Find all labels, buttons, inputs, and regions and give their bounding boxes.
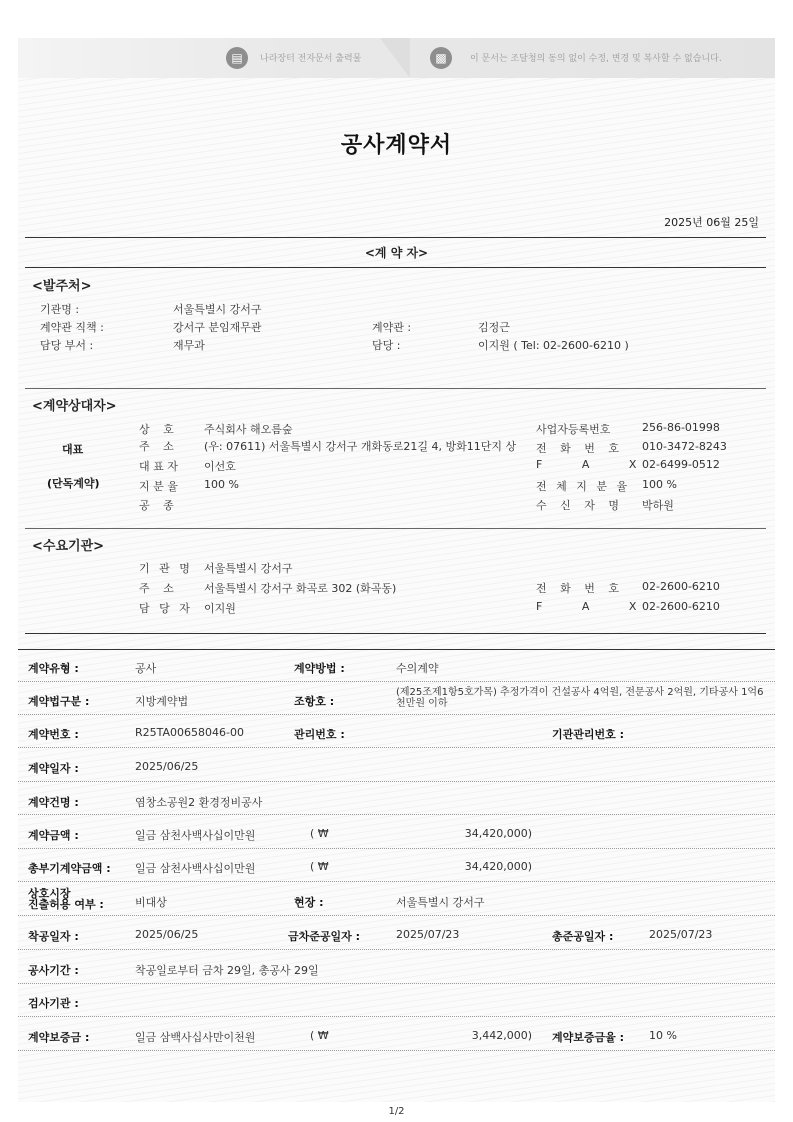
company-value: 주식회사 해오름숲 (204, 423, 293, 436)
divider (18, 949, 775, 950)
contract-name-value: 염창소공원2 환경정비공사 (135, 796, 263, 809)
amount-open: ( ₩ (310, 827, 329, 840)
bizno-value: 256-86-01998 (642, 421, 720, 434)
divider (25, 237, 766, 238)
dept-value: 재무과 (173, 339, 205, 352)
deposit-words: 일금 삼백사십사만이천원 (135, 1031, 256, 1044)
share-value: 100 % (204, 478, 239, 491)
amount-label: 계약금액 : (28, 829, 79, 842)
officer-value: 김정근 (478, 321, 510, 334)
divider (25, 633, 766, 634)
contract-date-label: 계약일자 : (28, 762, 79, 775)
demand-fax-value: 02-2600-6210 (642, 600, 720, 613)
share-label: 지 분 율 (139, 480, 178, 493)
deposit-rate-label: 계약보증금율 : (552, 1031, 624, 1044)
orderer-org-value: 서울특별시 강서구 (173, 303, 262, 316)
company-label: 상 호 (139, 423, 179, 436)
recipient-value: 박하원 (642, 499, 674, 512)
officer-title-value: 강서구 분임재무관 (173, 321, 262, 334)
orderer-section-title: <발주처> (32, 279, 92, 294)
final-completion-value: 2025/07/23 (649, 928, 713, 941)
deposit-rate-value: 10 % (649, 1029, 677, 1042)
clause-label: 조항호 : (294, 695, 335, 708)
divider (18, 1050, 775, 1051)
fax-value: 02-6499-0512 (642, 458, 720, 471)
contract-type-value: 공사 (135, 662, 157, 675)
vat-amount-open: ( ₩ (310, 860, 329, 873)
ceo-value: 이선호 (204, 460, 236, 473)
demand-manager-value: 이지원 (204, 602, 236, 615)
divider (18, 714, 775, 715)
print-banner (18, 38, 775, 78)
divider (18, 915, 775, 916)
recipient-label: 수 신 자 명 (536, 499, 624, 512)
org-mgmt-no-label: 기관관리번호 : (552, 728, 624, 741)
address-label: 주 소 (139, 440, 179, 453)
vat-amount-words: 일금 삼천사백사십이만원 (135, 862, 256, 875)
deposit-number: 3,442,000) (471, 1029, 532, 1042)
document-icon: ▤ (226, 47, 248, 69)
total-share-value: 100 % (642, 478, 677, 491)
party-header: <계 약 자> (364, 246, 429, 260)
period-label: 공사기간 : (28, 964, 79, 977)
manager-label: 담당 : (372, 339, 401, 352)
orderer-org-label: 기관명 : (40, 303, 80, 316)
officer-label: 계약관 : (372, 321, 412, 334)
market-label-line1: 상호시장 (28, 887, 71, 900)
phone-label: 전 화 번 호 (536, 442, 624, 455)
printer-icon: ▩ (430, 47, 452, 69)
contract-type-label: 계약유형 : (28, 662, 79, 675)
divider (18, 983, 775, 984)
site-value: 서울특별시 강서구 (396, 896, 485, 909)
contract-name-label: 계약건명 : (28, 796, 79, 809)
demand-address-label: 주 소 (139, 582, 179, 595)
amount-words: 일금 삼천사백사십이만원 (135, 829, 256, 842)
fax-label: F A X (536, 458, 655, 471)
divider (18, 814, 775, 815)
divider (18, 681, 775, 682)
contract-method-label: 계약방법 : (294, 662, 345, 675)
divider (25, 388, 766, 389)
demand-section-title: <수요기관> (32, 539, 105, 554)
clause-value: (제25조제1항5호가목) 추정가격이 건설공사 4억원, 전문공사 2억원, 기타공사 1억6천만원 이하 (396, 687, 764, 709)
deposit-open: ( ₩ (310, 1029, 329, 1042)
divider (18, 848, 775, 849)
divider (25, 528, 766, 529)
demand-address-value: 서울특별시 강서구 화곡로 302 (화곡동) (204, 582, 397, 595)
document-page (18, 38, 775, 1117)
law-label: 계약법구분 : (28, 695, 90, 708)
contract-method-value: 수의계약 (396, 662, 439, 675)
officer-title-label: 계약관 직책 : (40, 321, 104, 334)
law-value: 지방계약법 (135, 695, 189, 708)
divider (25, 267, 766, 268)
demand-org-label: 기 관 명 (139, 562, 193, 575)
divider (18, 747, 775, 748)
market-value: 비대상 (135, 896, 167, 909)
rep-label: 대표 (62, 443, 84, 456)
phone-value: 010-3472-8243 (642, 440, 727, 453)
site-label: 현장 : (294, 896, 324, 909)
manager-value: 이지원 ( Tel: 02-2600-6210 ) (478, 339, 629, 352)
period-value: 착공일로부터 금차 29일, 총공사 29일 (135, 964, 319, 977)
inspection-label: 검사기관 : (28, 997, 79, 1010)
banner-right-text: 이 문서는 조달청의 동의 없이 수정, 변경 및 복사할 수 없습니다. (470, 54, 722, 64)
market-label (28, 888, 104, 910)
document-date: 2025년 06월 25일 (664, 216, 759, 229)
divider (18, 1016, 775, 1017)
page-number: 1/2 (388, 1106, 405, 1117)
demand-fax-label: F A X (536, 600, 655, 613)
start-date-label: 착공일자 : (28, 930, 79, 943)
partial-completion-value: 2025/07/23 (396, 928, 460, 941)
mgmt-no-label: 관리번호 : (294, 728, 345, 741)
bizno-label: 사업자등록번호 (536, 423, 611, 436)
divider (18, 649, 775, 650)
start-date-value: 2025/06/25 (135, 928, 199, 941)
final-completion-label: 총준공일자 : (552, 930, 614, 943)
total-share-label: 전 체 지 분 율 (536, 480, 631, 493)
address-value: (우: 07611) 서울특별시 강서구 개화동로21길 4, 방화11단지 상 (204, 440, 517, 453)
ceo-label: 대 표 자 (139, 460, 178, 473)
contract-no-label: 계약번호 : (28, 728, 79, 741)
partial-completion-label: 금차준공일자 : (288, 930, 360, 943)
divider (18, 781, 775, 782)
single-contract-label: (단독계약) (47, 477, 100, 490)
demand-phone-label: 전 화 번 호 (536, 582, 624, 595)
divider (18, 881, 775, 882)
market-label-line2: 진출허용 여부 : (28, 898, 104, 911)
deposit-label: 계약보증금 : (28, 1031, 90, 1044)
vat-amount-label: 총부기계약금액 : (28, 862, 111, 875)
banner-divider (380, 38, 410, 78)
vat-amount-number: 34,420,000) (464, 860, 532, 873)
contract-date-value: 2025/06/25 (135, 760, 199, 773)
demand-manager-label: 담 당 자 (139, 602, 193, 615)
contractor-section-title: <계약상대자> (32, 399, 117, 414)
contract-no-value: R25TA00658046-00 (135, 726, 244, 739)
dept-label: 담당 부서 : (40, 339, 94, 352)
demand-org-value: 서울특별시 강서구 (204, 562, 293, 575)
banner-left-text: 나라장터 전자문서 출력물 (260, 54, 362, 64)
work-type-label: 공 종 (139, 499, 179, 512)
demand-phone-value: 02-2600-6210 (642, 580, 720, 593)
amount-number: 34,420,000) (464, 827, 532, 840)
page-title: 공사계약서 (340, 133, 453, 158)
